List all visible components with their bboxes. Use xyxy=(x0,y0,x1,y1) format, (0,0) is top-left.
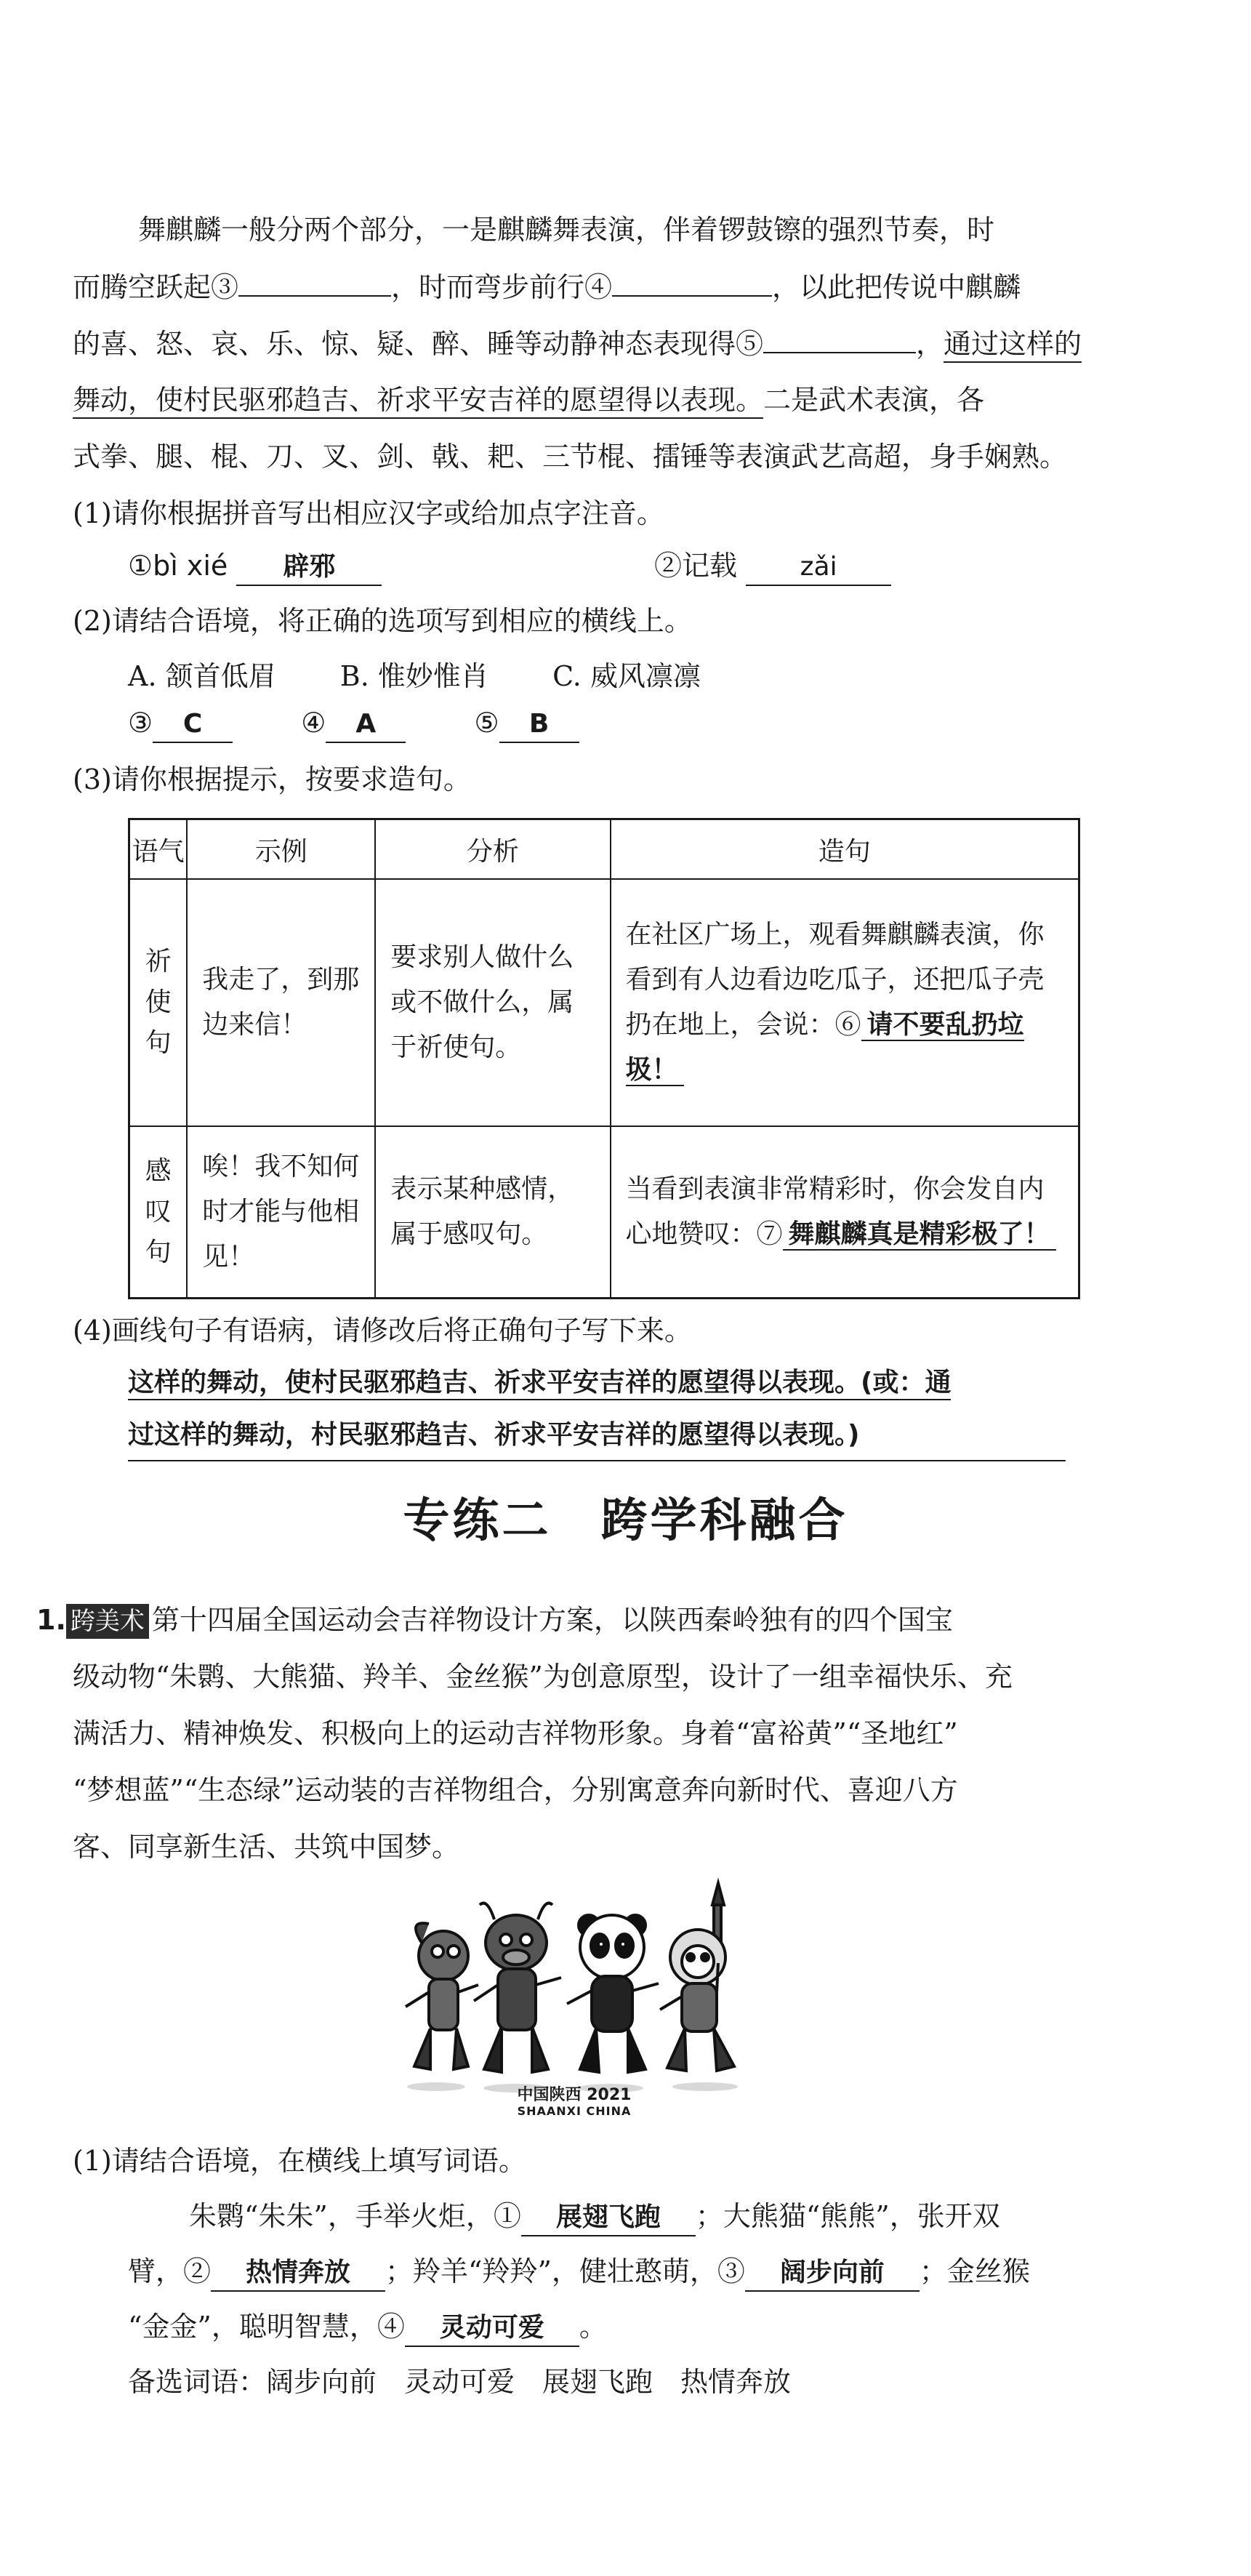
make-sentence-cell xyxy=(611,879,1079,1126)
item1-line-5: 客、同享新生活、共筑中国梦。 xyxy=(73,1831,460,1863)
header-analysis: 分析 xyxy=(375,819,610,880)
header-example: 示例 xyxy=(187,819,375,880)
example-cell: 我走了，到那边来信！ xyxy=(187,879,375,1126)
passage-line-5: 式拳、腿、棍、刀、叉、剑、戟、耙、三节棍、擂锤等表演武艺高超，身手娴熟。 xyxy=(73,441,1068,473)
fill-answer-1: 展翅飞跑 xyxy=(521,2200,696,2236)
item1-line-2: 级动物“朱鹮、大熊猫、羚羊、金丝猴”为创意原型，设计了一组幸福快乐、充 xyxy=(73,1661,1013,1693)
option-a: A. 颔首低眉 xyxy=(128,660,276,692)
answer-num-3: ③ xyxy=(128,707,153,739)
ibis-mascot xyxy=(406,1923,478,2069)
answer-4: A xyxy=(326,707,406,743)
q4-answer-text: 这样的舞动，使村民驱邪趋吉、祈求平安吉祥的愿望得以表现。(或：通 xyxy=(128,1368,951,1400)
fill-text: ；羚羊“羚羚”，健壮憨萌，③ xyxy=(385,2255,745,2287)
fill-answer-3: 阔步向前 xyxy=(745,2255,920,2292)
item1-q1-line-2 xyxy=(128,2248,1030,2295)
q2-answers xyxy=(128,699,579,746)
table-row xyxy=(129,879,1079,1126)
q1-prompt: (1)请你根据拼音写出相应汉字或给加点字注音。 xyxy=(73,497,664,529)
section-title: 专练二 跨学科融合 xyxy=(403,1494,848,1548)
passage-line-4 xyxy=(73,377,984,423)
make-text: 在社区广场上，观看舞麒麟表演，你看到有人边看边吃瓜子，还把瓜子壳扔在地上，会说：⑥ xyxy=(625,920,1045,1040)
analysis-cell: 表示某种感情，属于感叹句。 xyxy=(375,1126,610,1298)
mood-text: 祈使句 xyxy=(145,947,172,1058)
answer-num-4: ④ xyxy=(301,707,326,739)
q2-options xyxy=(128,653,701,699)
passage-text: ， xyxy=(916,328,944,360)
passage-text: 而腾空跃起③ xyxy=(73,271,239,303)
answer-7: 舞麒麟真是精彩极了！ xyxy=(783,1219,1056,1251)
passage-line-3 xyxy=(73,320,1082,367)
item1-q1-prompt: (1)请结合语境，在横线上填写词语。 xyxy=(73,2145,526,2177)
table-header-row xyxy=(129,819,1079,880)
table-row xyxy=(129,1126,1079,1298)
question-number: 1. xyxy=(36,1604,66,1636)
blank-3 xyxy=(238,263,391,297)
analysis-cell: 要求别人做什么或不做什么，属于祈使句。 xyxy=(375,879,610,1126)
answer-bixie: 辟邪 xyxy=(236,550,382,586)
item1-q1-line-3 xyxy=(128,2303,607,2350)
item1-line-3: 满活力、精神焕发、积极向上的运动吉祥物形象。身着“富裕黄”“圣地红” xyxy=(73,1717,958,1749)
answer-5: B xyxy=(499,707,579,743)
underlined-sentence: 通过这样的 xyxy=(944,328,1082,363)
q2-prompt: (2)请结合语境，将正确的选项写到相应的横线上。 xyxy=(73,605,692,637)
passage-text: ，以此把传说中麒麟 xyxy=(772,271,1021,303)
fill-text: 臂，② xyxy=(128,2255,212,2287)
mascot-caption: 中国陕西 2021 xyxy=(517,2086,632,2104)
example-cell: 唉！我不知何时才能与他相见！ xyxy=(187,1126,375,1298)
underlined-sentence: 舞动，使村民驱邪趋吉、祈求平安吉祥的愿望得以表现。 xyxy=(73,384,763,419)
answer-zai: zǎi xyxy=(746,550,891,586)
fill-text: 朱鹮“朱朱”，手举火炬，① xyxy=(189,2200,521,2232)
header-make: 造句 xyxy=(611,819,1079,880)
option-b: B. 惟妙惟肖 xyxy=(339,660,488,692)
mascot-illustration xyxy=(393,1876,756,2094)
mood-cell xyxy=(129,1126,188,1298)
blank-5 xyxy=(763,320,916,353)
fill-text: ；大熊猫“熊熊”，张开双 xyxy=(695,2200,1000,2232)
panda-mascot xyxy=(567,1915,659,2072)
passage-line-1: 舞麒麟一般分两个部分，一是麒麟舞表演，伴着锣鼓镲的强烈节奏，时 xyxy=(138,214,995,246)
fill-answer-2: 热情奔放 xyxy=(211,2255,385,2292)
item1-q1-line-1 xyxy=(189,2193,1000,2239)
antelope-mascot xyxy=(474,1903,561,2073)
answer-6: 请不要乱扔垃圾！ xyxy=(625,1010,1024,1085)
passage-text: ，时而弯步前行④ xyxy=(391,271,613,303)
q4-answer-line-2 xyxy=(128,1411,1066,1461)
q1-item-a xyxy=(128,542,382,589)
subject-tag: 跨美术 xyxy=(66,1604,149,1639)
q1-item-b xyxy=(654,542,891,589)
answer-num-5: ⑤ xyxy=(474,707,499,739)
q4-answer-text: 过这样的舞动，村民驱邪趋吉、祈求平安吉祥的愿望得以表现。) xyxy=(128,1412,1066,1461)
header-mood: 语气 xyxy=(129,819,188,880)
item1-q1-options: 备选词语：阔步向前 灵动可爱 展翅飞跑 热情奔放 xyxy=(128,2366,792,2398)
passage-text: 的喜、怒、哀、乐、惊、疑、醉、睡等动静神态表现得⑤ xyxy=(73,328,764,360)
monkey-mascot xyxy=(660,1883,734,2071)
item1-line-1 xyxy=(36,1597,953,1643)
option-c: C. 威风凛凛 xyxy=(552,660,701,692)
item1-line-4: “梦想蓝”“生态绿”运动装的吉祥物组合，分别寓意奔向新时代、喜迎八方 xyxy=(73,1774,958,1806)
passage-line-2 xyxy=(73,263,1021,310)
q4-answer-line-1 xyxy=(128,1358,951,1406)
q3-prompt: (3)请你根据提示，按要求造句。 xyxy=(73,763,471,795)
q4-prompt: (4)画线句子有语病，请修改后将正确句子写下来。 xyxy=(73,1315,692,1347)
make-text: 当看到表演非常精彩时，你会发自内心地赞叹：⑦ xyxy=(625,1173,1045,1249)
fill-text: ；金丝猴 xyxy=(919,2255,1030,2287)
word-label: ②记载 xyxy=(654,550,738,582)
fill-text: “金金”，聪明智慧，④ xyxy=(128,2311,405,2343)
item1-text: 第十四届全国运动会吉祥物设计方案，以陕西秦岭独有的四个国宝 xyxy=(151,1604,953,1636)
answer-3: C xyxy=(153,707,233,743)
mascot-caption-en: SHAANXI CHINA xyxy=(517,2104,632,2118)
mood-text: 感叹句 xyxy=(145,1155,172,1267)
fill-text: 。 xyxy=(579,2311,607,2343)
pinyin-label: ①bì xié xyxy=(128,550,228,582)
blank-4 xyxy=(612,263,772,297)
fill-answer-4: 灵动可爱 xyxy=(405,2311,579,2347)
mood-cell xyxy=(129,879,188,1126)
make-sentence-cell xyxy=(611,1126,1079,1298)
passage-text: 二是武术表演，各 xyxy=(763,384,985,416)
sentence-table xyxy=(128,818,1080,1299)
